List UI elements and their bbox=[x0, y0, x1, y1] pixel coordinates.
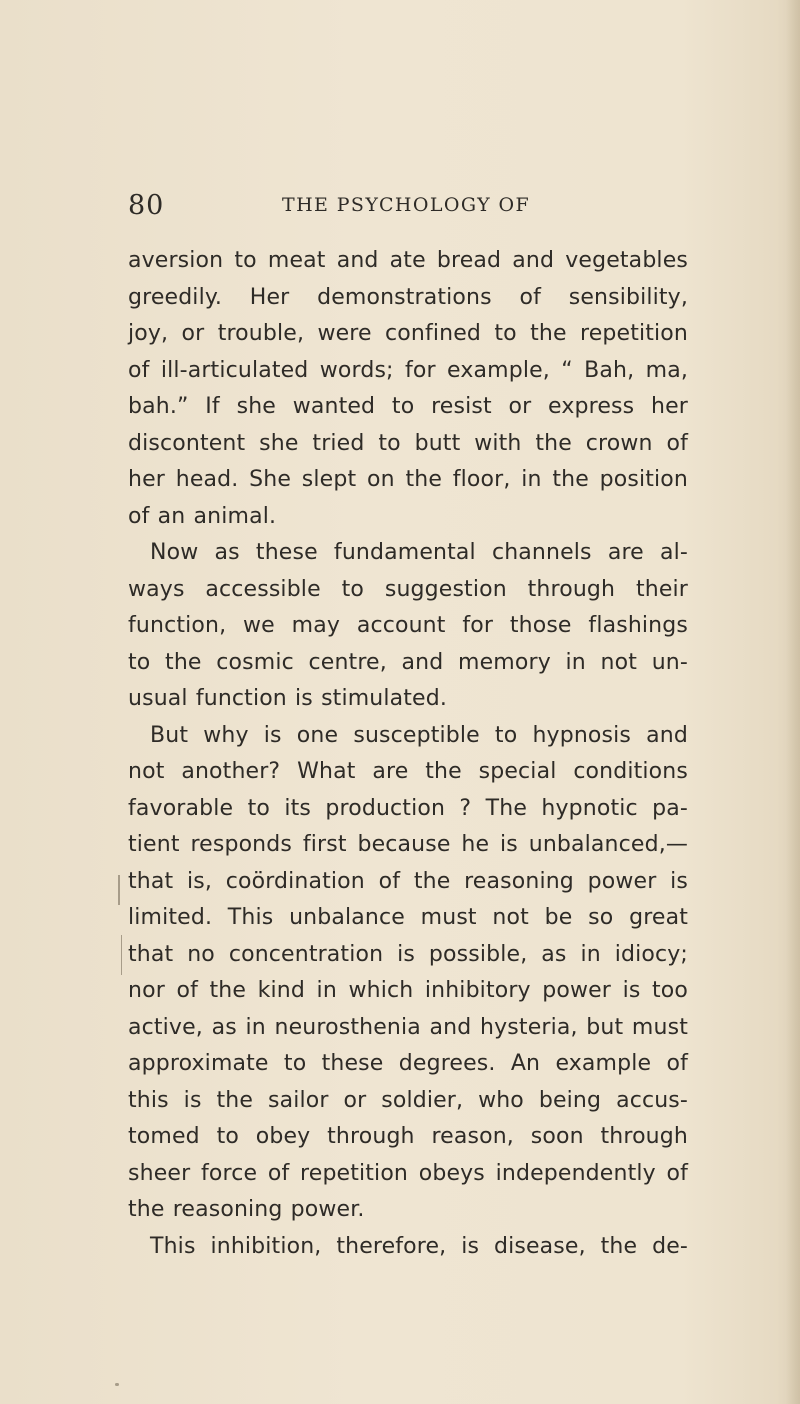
page-number: 80 bbox=[128, 190, 165, 221]
text-line: This inhibition, therefore, is disease, the de- bbox=[150, 1233, 688, 1259]
text-line: that no concentration is possible, as in idiocy; bbox=[128, 941, 688, 967]
text-line: of an animal. bbox=[128, 503, 277, 529]
text-line: But why is one susceptible to hypnosis and bbox=[150, 722, 688, 748]
text-line: limited. This unbalance must not be so great bbox=[128, 905, 688, 930]
text-line: nor of the kind in which inhibitory power is too bbox=[128, 978, 688, 1003]
body-text bbox=[128, 243, 688, 1265]
text-line: to the cosmic centre, and memory in not un- bbox=[128, 649, 688, 675]
text-line: sheer force of repetition obeys independently of bbox=[128, 1160, 688, 1186]
text-line: approximate to these degrees. An example of bbox=[128, 1051, 688, 1076]
margin-mark bbox=[118, 875, 120, 905]
text-line: usual function is stimulated. bbox=[128, 686, 448, 711]
text-line: discontent she tried to butt with the crown of bbox=[128, 430, 688, 456]
margin-mark bbox=[121, 935, 122, 975]
text-line: greedily. Her demonstrations of sensibility, bbox=[128, 284, 688, 310]
page-header bbox=[0, 190, 800, 230]
text-line: tient responds first because he is unbalanced,— bbox=[128, 832, 688, 857]
text-line: that is, coördination of the reasoning power is bbox=[128, 868, 688, 894]
text-line: favorable to its production ? The hypnotic pa- bbox=[128, 795, 688, 821]
running-head: THE PSYCHOLOGY OF bbox=[282, 194, 531, 216]
text-line: active, as in neurosthenia and hysteria, but must bbox=[128, 1014, 688, 1040]
text-line: tomed to obey through reason, soon through bbox=[128, 1124, 688, 1149]
text-line: joy, or trouble, were confined to the repetition bbox=[128, 321, 688, 346]
text-line: ways accessible to suggestion through their bbox=[128, 576, 688, 602]
text-line: Now as these fundamental channels are al- bbox=[150, 540, 688, 565]
ink-speck bbox=[115, 1383, 119, 1386]
text-line: the reasoning power. bbox=[128, 1197, 365, 1222]
text-line: aversion to meat and ate bread and vegetables bbox=[128, 248, 688, 273]
text-line: her head. She slept on the floor, in the position bbox=[128, 467, 688, 492]
text-line: not another? What are the special conditions bbox=[128, 759, 688, 784]
text-line: of ill-articulated words; for example, “ Bah, ma, bbox=[128, 357, 688, 383]
text-line: bah.” If she wanted to resist or express her bbox=[128, 394, 688, 419]
text-line: this is the sailor or soldier, who being accus- bbox=[128, 1087, 688, 1113]
text-line: function, we may account for those flashings bbox=[128, 613, 688, 638]
